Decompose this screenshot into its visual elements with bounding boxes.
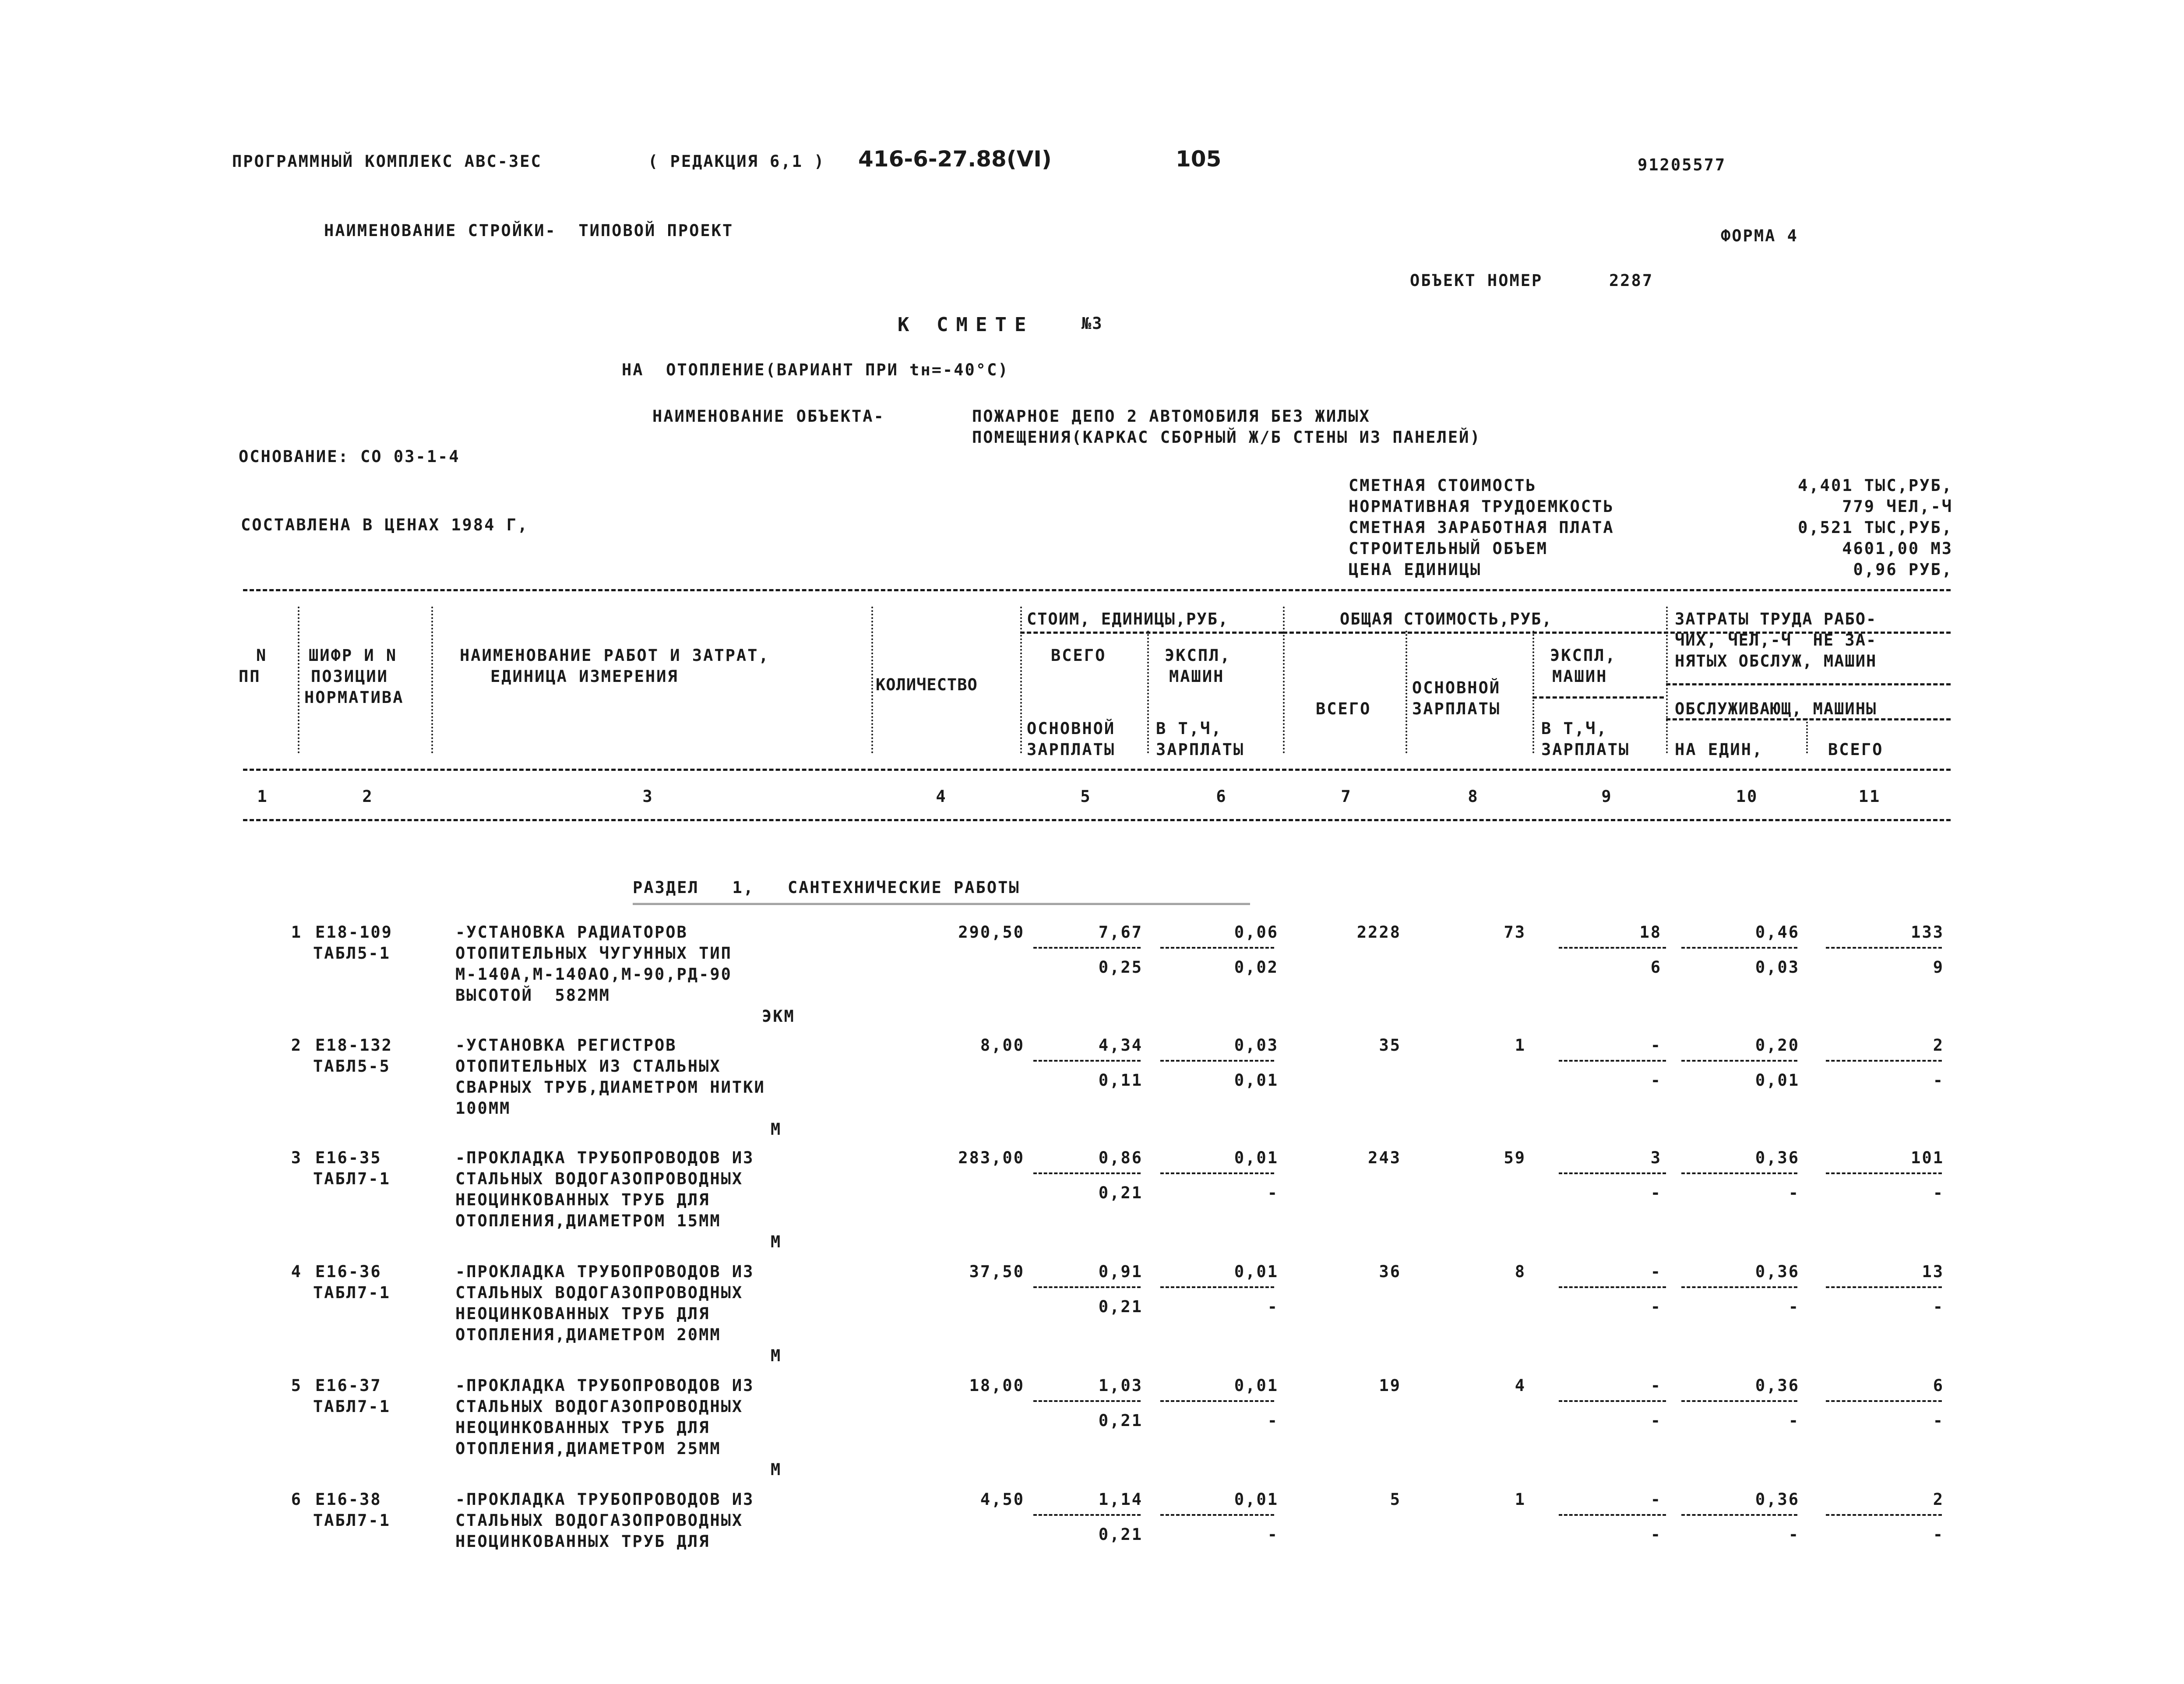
unit-machines-salary-header: ЗАРПЛАТЫ — [1156, 740, 1245, 759]
unit-base-salary-header: ЗАРПЛАТЫ — [1027, 740, 1116, 759]
row-work-name: -ПРОКЛАДКА ТРУБОПРОВОДОВ ИЗ — [455, 1148, 754, 1167]
col2-header: ШИФР И N — [309, 646, 398, 665]
row-work-name: М-140А,М-140АО,М-90,РД-90 — [455, 965, 732, 984]
heating-title: НА ОТОПЛЕНИЕ(ВАРИАНТ ПРИ tн=-40°С) — [622, 360, 1009, 379]
row-labor-total-serving: - — [1933, 1297, 1944, 1316]
row-unit-total: 4,34 — [1098, 1036, 1143, 1055]
summary-label: СТРОИТЕЛЬНЫЙ ОБЪЕМ — [1349, 539, 1548, 558]
page-number: 105 — [1176, 146, 1222, 172]
row-labor-per-unit-serving: - — [1788, 1411, 1800, 1430]
unit-total-header: ВСЕГО — [1051, 646, 1106, 665]
row-unit-total: 1,14 — [1098, 1490, 1143, 1509]
total-base-salary-header: ЗАРПЛАТЫ — [1412, 699, 1501, 718]
total-cost-header: ОБЩАЯ СТОИМОСТЬ,РУБ, — [1340, 610, 1553, 628]
row-work-name: ВЫСОТОЙ 582ММ — [455, 986, 610, 1005]
subtotal-rule — [1681, 947, 1797, 949]
row-quantity: 8,00 — [980, 1036, 1025, 1055]
summary-value: 0,521 ТЫС,РУБ, — [1798, 518, 1953, 537]
row-labor-per-unit-serving: 0,01 — [1755, 1071, 1800, 1090]
unit-machines-salary-header: В Т,Ч, — [1156, 719, 1222, 738]
row-code: Е16-35 — [315, 1148, 382, 1167]
subtotal-rule — [1033, 1400, 1141, 1402]
row-work-name: ОТОПИТЕЛЬНЫХ ИЗ СТАЛЬНЫХ — [455, 1057, 721, 1076]
row-labor-per-unit-serving: 0,03 — [1755, 958, 1800, 977]
row-number: 2 — [291, 1036, 302, 1055]
row-work-name: НЕОЦИНКОВАННЫХ ТРУБ ДЛЯ — [455, 1304, 710, 1323]
column-number: 3 — [642, 787, 654, 806]
row-unit-base-salary: 0,21 — [1098, 1411, 1143, 1430]
col3-header: ЕДИНИЦА ИЗМЕРЕНИЯ — [490, 667, 679, 686]
row-unit-machines-salary: - — [1267, 1411, 1279, 1430]
row-total: 36 — [1379, 1262, 1401, 1281]
row-labor-per-unit-serving: - — [1788, 1525, 1800, 1544]
row-total-machines: - — [1650, 1036, 1662, 1055]
row-labor-per-unit-serving: - — [1788, 1183, 1800, 1202]
summary-label: НОРМАТИВНАЯ ТРУДОЕМКОСТЬ — [1349, 497, 1614, 516]
row-quantity: 37,50 — [969, 1262, 1025, 1281]
row-total-machines-salary: - — [1650, 1071, 1662, 1090]
row-table-ref: ТАБЛ7-1 — [313, 1397, 391, 1416]
row-work-name: НЕОЦИНКОВАННЫХ ТРУБ ДЛЯ — [455, 1190, 710, 1209]
subtotal-rule — [1559, 1514, 1666, 1516]
row-code: Е16-37 — [315, 1376, 382, 1395]
row-total-machines-salary: - — [1650, 1525, 1662, 1544]
row-work-name: 100ММ — [455, 1099, 511, 1118]
row-total-machines-salary: - — [1650, 1297, 1662, 1316]
construction-name: НАИМЕНОВАНИЕ СТРОЙКИ- ТИПОВОЙ ПРОЕКТ — [324, 221, 734, 240]
row-unit-base-salary: 0,21 — [1098, 1525, 1143, 1544]
row-labor-total-serving: - — [1933, 1525, 1944, 1544]
summary-value: 4,401 ТЫС,РУБ, — [1798, 476, 1953, 495]
header-inner-rule — [1532, 696, 1664, 699]
object-name-line2: ПОМЕЩЕНИЯ(КАРКАС СБОРНЫЙ Ж/Б СТЕНЫ ИЗ ПАНЕЛЕЙ) — [972, 428, 1481, 447]
labor-header: ЗАТРАТЫ ТРУДА РАБО- — [1675, 610, 1877, 628]
row-total-machines: - — [1650, 1376, 1662, 1395]
row-code: Е18-132 — [315, 1036, 393, 1055]
row-work-name: СТАЛЬНЫХ ВОДОГАЗОПРОВОДНЫХ — [455, 1511, 743, 1530]
total-machines-header: ЭКСПЛ, — [1550, 646, 1617, 665]
row-total: 35 — [1379, 1036, 1401, 1055]
row-work-name: -ПРОКЛАДКА ТРУБОПРОВОДОВ ИЗ — [455, 1490, 754, 1509]
subtotal-rule — [1160, 1286, 1274, 1288]
subtotal-rule — [1826, 1514, 1942, 1516]
row-number: 4 — [291, 1262, 302, 1281]
row-unit-machines-salary: 0,01 — [1234, 1071, 1279, 1090]
row-total-machines-salary: - — [1650, 1411, 1662, 1430]
project-code: 416-6-27.88(VI) — [858, 146, 1052, 172]
row-labor-total: 6 — [1933, 1376, 1944, 1395]
labor-serving-header: ОБСЛУЖИВАЮЩ, МАШИНЫ — [1675, 699, 1877, 718]
row-unit-total: 7,67 — [1098, 923, 1143, 942]
column-number: 9 — [1601, 787, 1613, 806]
row-total-machines: - — [1650, 1490, 1662, 1509]
subtotal-rule — [1826, 1060, 1942, 1062]
row-unit: М — [771, 1460, 782, 1479]
labor-header: НЯТЫХ ОБСЛУЖ, МАШИН — [1675, 652, 1877, 671]
object-name-line1: ПОЖАРНОЕ ДЕПО 2 АВТОМОБИЛЯ БЕЗ ЖИЛЫХ — [972, 407, 1370, 426]
subtotal-rule — [1559, 1172, 1666, 1174]
subtotal-rule — [1681, 1060, 1797, 1062]
col4-header: КОЛИЧЕСТВО — [876, 675, 978, 694]
row-work-name: СТАЛЬНЫХ ВОДОГАЗОПРОВОДНЫХ — [455, 1283, 743, 1302]
basis: ОСНОВАНИЕ: СО 03-1-4 — [239, 447, 460, 466]
row-labor-total: 101 — [1911, 1148, 1944, 1167]
row-labor-per-unit: 0,36 — [1755, 1148, 1800, 1167]
row-unit-machines-salary: - — [1267, 1525, 1279, 1544]
column-numbers-bottom-rule — [243, 819, 1951, 821]
col-separator — [1806, 718, 1808, 753]
row-unit-total: 1,03 — [1098, 1376, 1143, 1395]
total-machines-salary-header: ЗАРПЛАТЫ — [1541, 740, 1630, 759]
row-code: Е18-109 — [315, 923, 393, 942]
row-work-name: СВАРНЫХ ТРУБ,ДИАМЕТРОМ НИТКИ — [455, 1078, 765, 1097]
row-labor-total: 2 — [1933, 1036, 1944, 1055]
row-table-ref: ТАБЛ7-1 — [313, 1511, 391, 1530]
row-work-name: ОТОПЛЕНИЯ,ДИАМЕТРОМ 20ММ — [455, 1325, 721, 1344]
row-work-name: -ПРОКЛАДКА ТРУБОПРОВОДОВ ИЗ — [455, 1262, 754, 1281]
column-number: 7 — [1341, 787, 1352, 806]
price-level: СОСТАВЛЕНА В ЦЕНАХ 1984 Г, — [241, 515, 529, 534]
row-unit-machines: 0,03 — [1234, 1036, 1279, 1055]
summary-value: 4601,00 М3 — [1842, 539, 1953, 558]
row-unit-total: 0,91 — [1098, 1262, 1143, 1281]
row-quantity: 290,50 — [958, 923, 1025, 942]
row-code: Е16-38 — [315, 1490, 382, 1509]
row-labor-per-unit: 0,36 — [1755, 1490, 1800, 1509]
subtotal-rule — [1559, 947, 1666, 949]
row-labor-total: 133 — [1911, 923, 1944, 942]
row-labor-per-unit: 0,46 — [1755, 923, 1800, 942]
subtotal-rule — [1826, 1172, 1942, 1174]
summary-label: СМЕТНАЯ СТОИМОСТЬ — [1349, 476, 1537, 495]
subtotal-rule — [1681, 1514, 1797, 1516]
row-quantity: 283,00 — [958, 1148, 1025, 1167]
subtotal-rule — [1033, 1286, 1141, 1288]
col1-header: ПП — [239, 667, 261, 686]
row-total-machines: 18 — [1639, 923, 1662, 942]
total-machines-salary-header: В Т,Ч, — [1541, 719, 1608, 738]
col3-header: НАИМЕНОВАНИЕ РАБОТ И ЗАТРАТ, — [460, 646, 770, 665]
col-separator — [1147, 631, 1149, 753]
row-unit-machines-salary: - — [1267, 1183, 1279, 1202]
unit-base-salary-header: ОСНОВНОЙ — [1027, 719, 1116, 738]
row-total: 19 — [1379, 1376, 1401, 1395]
subtotal-rule — [1160, 1514, 1274, 1516]
column-number: 11 — [1858, 787, 1881, 806]
col-separator — [1666, 607, 1668, 753]
column-number: 4 — [936, 787, 947, 806]
estimate-title: К СМЕТЕ — [898, 314, 1034, 336]
row-unit-machines: 0,01 — [1234, 1376, 1279, 1395]
row-labor-total-serving: - — [1933, 1411, 1944, 1430]
col-separator — [1283, 607, 1285, 753]
row-number: 6 — [291, 1490, 302, 1509]
col1-header: N — [256, 646, 268, 665]
row-total-machines: 3 — [1650, 1148, 1662, 1167]
row-unit-base-salary: 0,11 — [1098, 1071, 1143, 1090]
row-work-name: СТАЛЬНЫХ ВОДОГАЗОПРОВОДНЫХ — [455, 1397, 743, 1416]
col-separator — [298, 607, 299, 753]
col2-header: ПОЗИЦИИ — [311, 667, 388, 686]
subtotal-rule — [1681, 1286, 1797, 1288]
summary-label: ЦЕНА ЕДИНИЦЫ — [1349, 560, 1482, 579]
row-work-name: -УСТАНОВКА РАДИАТОРОВ — [455, 923, 688, 942]
row-work-name: ОТОПИТЕЛЬНЫХ ЧУГУННЫХ ТИП — [455, 944, 732, 963]
unit-machines-header: МАШИН — [1169, 667, 1225, 686]
object-name-label: НАИМЕНОВАНИЕ ОБЪЕКТА- — [652, 407, 885, 426]
header-inner-rule — [1666, 718, 1951, 720]
labor-total-header: ВСЕГО — [1828, 740, 1884, 759]
row-labor-per-unit: 0,36 — [1755, 1262, 1800, 1281]
row-labor-total-serving: - — [1933, 1183, 1944, 1202]
row-table-ref: ТАБЛ5-1 — [313, 944, 391, 963]
column-number: 1 — [257, 787, 268, 806]
row-total-machines-salary: 6 — [1650, 958, 1662, 977]
total-machines-header: МАШИН — [1552, 667, 1608, 686]
subtotal-rule — [1160, 1172, 1274, 1174]
row-labor-total-serving: 9 — [1933, 958, 1944, 977]
row-labor-total-serving: - — [1933, 1071, 1944, 1090]
row-work-name: ОТОПЛЕНИЯ,ДИАМЕТРОМ 25ММ — [455, 1439, 721, 1458]
row-work-name: -ПРОКЛАДКА ТРУБОПРОВОДОВ ИЗ — [455, 1376, 754, 1395]
row-unit-base-salary: 0,21 — [1098, 1183, 1143, 1202]
row-unit: ЭКМ — [762, 1007, 795, 1026]
subtotal-rule — [1160, 947, 1274, 949]
subtotal-rule — [1681, 1172, 1797, 1174]
row-number: 1 — [291, 923, 302, 942]
subtotal-rule — [1826, 947, 1942, 949]
row-unit-machines-salary: 0,02 — [1234, 958, 1279, 977]
row-work-name: -УСТАНОВКА РЕГИСТРОВ — [455, 1036, 677, 1055]
subtotal-rule — [1559, 1400, 1666, 1402]
row-work-name: НЕОЦИНКОВАННЫХ ТРУБ ДЛЯ — [455, 1532, 710, 1551]
row-unit-machines: 0,01 — [1234, 1262, 1279, 1281]
subtotal-rule — [1559, 1060, 1666, 1062]
col-separator — [1406, 631, 1407, 753]
row-work-name: НЕОЦИНКОВАННЫХ ТРУБ ДЛЯ — [455, 1418, 710, 1437]
row-table-ref: ТАБЛ7-1 — [313, 1283, 391, 1302]
col2-header: НОРМАТИВА — [304, 688, 404, 707]
row-unit-base-salary: 0,25 — [1098, 958, 1143, 977]
row-quantity: 18,00 — [969, 1376, 1025, 1395]
column-number: 6 — [1216, 787, 1227, 806]
summary-value: 0,96 РУБ, — [1853, 560, 1953, 579]
row-unit: М — [771, 1232, 782, 1251]
row-unit: М — [771, 1120, 782, 1139]
row-total-base-salary: 1 — [1515, 1490, 1526, 1509]
summary-value: 779 ЧЕЛ,-Ч — [1842, 497, 1953, 516]
subtotal-rule — [1033, 947, 1141, 949]
unit-cost-header: СТОИМ, ЕДИНИЦЫ,РУБ, — [1027, 610, 1229, 628]
labor-per-unit-header: НА ЕДИН, — [1675, 740, 1764, 759]
row-unit: М — [771, 1346, 782, 1365]
estimate-number: №3 — [1081, 314, 1103, 333]
row-work-name: ОТОПЛЕНИЯ,ДИАМЕТРОМ 15ММ — [455, 1211, 721, 1230]
subtotal-rule — [1033, 1514, 1141, 1516]
row-work-name: СТАЛЬНЫХ ВОДОГАЗОПРОВОДНЫХ — [455, 1169, 743, 1188]
row-unit-machines: 0,01 — [1234, 1490, 1279, 1509]
row-unit-base-salary: 0,21 — [1098, 1297, 1143, 1316]
subtotal-rule — [1033, 1172, 1141, 1174]
row-labor-total: 2 — [1933, 1490, 1944, 1509]
col-separator — [1020, 607, 1022, 753]
row-total: 243 — [1368, 1148, 1401, 1167]
row-total-base-salary: 4 — [1515, 1376, 1526, 1395]
row-total-machines-salary: - — [1650, 1183, 1662, 1202]
subtotal-rule — [1160, 1060, 1274, 1062]
row-number: 5 — [291, 1376, 302, 1395]
row-unit-total: 0,86 — [1098, 1148, 1143, 1167]
row-table-ref: ТАБЛ7-1 — [313, 1169, 391, 1188]
row-labor-per-unit: 0,36 — [1755, 1376, 1800, 1395]
unit-machines-header: ЭКСПЛ, — [1165, 646, 1231, 665]
row-unit-machines-salary: - — [1267, 1297, 1279, 1316]
column-number: 10 — [1736, 787, 1758, 806]
object-label: ОБЪЕКТ НОМЕР — [1410, 271, 1543, 290]
row-unit-machines: 0,06 — [1234, 923, 1279, 942]
row-total-base-salary: 8 — [1515, 1262, 1526, 1281]
header-bottom-rule — [243, 769, 1951, 771]
subtotal-rule — [1826, 1400, 1942, 1402]
edition: ( РЕДАКЦИЯ 6,1 ) — [648, 152, 825, 171]
row-number: 3 — [291, 1148, 302, 1167]
object-number: 2287 — [1609, 271, 1654, 290]
col-separator — [431, 607, 433, 753]
header-inner-rule — [1020, 632, 1283, 634]
table-top-rule — [243, 589, 1951, 591]
row-quantity: 4,50 — [980, 1490, 1025, 1509]
row-unit-machines: 0,01 — [1234, 1148, 1279, 1167]
section-underline — [633, 903, 1250, 905]
col-separator — [871, 607, 873, 753]
row-total: 2228 — [1356, 923, 1401, 942]
column-number: 8 — [1468, 787, 1479, 806]
subtotal-rule — [1160, 1400, 1274, 1402]
row-total-base-salary: 1 — [1515, 1036, 1526, 1055]
row-table-ref: ТАБЛ5-5 — [313, 1057, 391, 1076]
header-inner-rule — [1666, 683, 1951, 685]
row-total: 5 — [1390, 1490, 1401, 1509]
subtotal-rule — [1681, 1400, 1797, 1402]
subtotal-rule — [1033, 1060, 1141, 1062]
column-number: 2 — [362, 787, 373, 806]
document-number: 91205577 — [1638, 155, 1726, 174]
column-number: 5 — [1080, 787, 1092, 806]
row-total-machines: - — [1650, 1262, 1662, 1281]
row-labor-per-unit: 0,20 — [1755, 1036, 1800, 1055]
labor-header: ЧИХ, ЧЕЛ,-Ч НЕ ЗА- — [1675, 631, 1877, 650]
subtotal-rule — [1826, 1286, 1942, 1288]
row-total-base-salary: 73 — [1504, 923, 1526, 942]
total-base-salary-header: ОСНОВНОЙ — [1412, 678, 1501, 697]
row-labor-per-unit-serving: - — [1788, 1297, 1800, 1316]
summary-label: СМЕТНАЯ ЗАРАБОТНАЯ ПЛАТА — [1349, 518, 1614, 537]
total-all-header: ВСЕГО — [1316, 699, 1371, 718]
row-code: Е16-36 — [315, 1262, 382, 1281]
program-name: ПРОГРАММНЫЙ КОМПЛЕКС АВС-3ЕС — [232, 152, 542, 171]
row-total-base-salary: 59 — [1504, 1148, 1526, 1167]
section-title: РАЗДЕЛ 1, САНТЕХНИЧЕСКИЕ РАБОТЫ — [633, 878, 1020, 897]
col-separator — [1532, 631, 1534, 753]
form-label: ФОРМА 4 — [1721, 226, 1798, 245]
row-labor-total: 13 — [1922, 1262, 1944, 1281]
subtotal-rule — [1559, 1286, 1666, 1288]
